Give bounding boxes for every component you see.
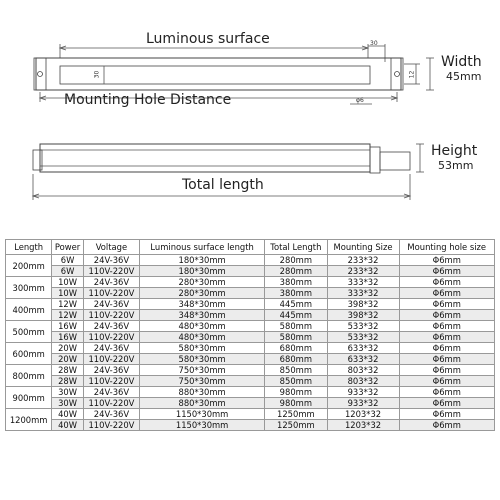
cell-mounting-size: 333*32 (327, 277, 399, 288)
cell-hole-size: Φ6mm (399, 343, 495, 354)
table-row (6, 310, 495, 321)
table-row (6, 255, 495, 266)
cell-length: 200mm (6, 255, 52, 277)
cell-total-length: 280mm (265, 266, 327, 277)
cell-length: 400mm (6, 299, 52, 321)
header-luminous-surface-length: Luminous surface length (140, 240, 265, 255)
cell-luminous-surface: 180*30mm (140, 266, 265, 277)
cell-voltage: 24V-36V (83, 255, 139, 266)
cell-total-length: 980mm (265, 387, 327, 398)
cell-power: 20W (52, 343, 84, 354)
cell-total-length: 680mm (265, 354, 327, 365)
cell-power: 10W (52, 288, 84, 299)
cell-total-length: 280mm (265, 255, 327, 266)
cell-power: 40W (52, 409, 84, 420)
cell-length: 800mm (6, 365, 52, 387)
luminous-surface-label: Luminous surface (146, 31, 270, 47)
table-row (6, 299, 495, 310)
cell-length: 900mm (6, 387, 52, 409)
cell-voltage: 24V-36V (83, 277, 139, 288)
cell-power: 30W (52, 387, 84, 398)
cell-mounting-size: 1203*32 (327, 420, 399, 431)
cell-luminous-surface: 580*30mm (140, 354, 265, 365)
table-row (6, 398, 495, 409)
cell-total-length: 850mm (265, 376, 327, 387)
cell-mounting-size: 533*32 (327, 321, 399, 332)
cell-luminous-surface: 348*30mm (140, 310, 265, 321)
table-row (6, 387, 495, 398)
cell-hole-size: Φ6mm (399, 420, 495, 431)
cell-power: 40W (52, 420, 84, 431)
cell-total-length: 380mm (265, 277, 327, 288)
cell-luminous-surface: 1150*30mm (140, 420, 265, 431)
dim-30-top: 30 (370, 40, 378, 47)
cell-hole-size: Φ6mm (399, 299, 495, 310)
cell-hole-size: Φ6mm (399, 277, 495, 288)
cell-hole-size: Φ6mm (399, 255, 495, 266)
cell-mounting-size: 633*32 (327, 343, 399, 354)
cell-mounting-size: 803*32 (327, 376, 399, 387)
cell-total-length: 980mm (265, 398, 327, 409)
cell-length: 300mm (6, 277, 52, 299)
cell-total-length: 680mm (265, 343, 327, 354)
cell-total-length: 380mm (265, 288, 327, 299)
cell-hole-size: Φ6mm (399, 398, 495, 409)
cell-luminous-surface: 180*30mm (140, 255, 265, 266)
cell-voltage: 24V-36V (83, 343, 139, 354)
cell-mounting-size: 333*32 (327, 288, 399, 299)
cell-power: 6W (52, 255, 84, 266)
cell-total-length: 580mm (265, 332, 327, 343)
cell-luminous-surface: 480*30mm (140, 321, 265, 332)
cell-total-length: 1250mm (265, 409, 327, 420)
cell-mounting-size: 803*32 (327, 365, 399, 376)
cell-hole-size: Φ6mm (399, 266, 495, 277)
cell-hole-size: Φ6mm (399, 409, 495, 420)
cell-mounting-size: 933*32 (327, 387, 399, 398)
cell-voltage: 110V-220V (83, 398, 139, 409)
cell-power: 12W (52, 310, 84, 321)
header-mounting-hole-size: Mounting hole size (399, 240, 495, 255)
cell-hole-size: Φ6mm (399, 365, 495, 376)
header-voltage: Voltage (83, 240, 139, 255)
cell-hole-size: Φ6mm (399, 387, 495, 398)
cell-luminous-surface: 280*30mm (140, 288, 265, 299)
cell-hole-size: Φ6mm (399, 376, 495, 387)
cell-luminous-surface: 580*30mm (140, 343, 265, 354)
table-row (6, 266, 495, 277)
header-length: Length (6, 240, 52, 255)
table-row (6, 376, 495, 387)
cell-luminous-surface: 480*30mm (140, 332, 265, 343)
cell-power: 16W (52, 321, 84, 332)
header-power: Power (52, 240, 84, 255)
cell-voltage: 110V-220V (83, 288, 139, 299)
cell-voltage: 110V-220V (83, 420, 139, 431)
table-row (6, 343, 495, 354)
cell-length: 600mm (6, 343, 52, 365)
dim-phi6: φ6 (356, 97, 364, 104)
cell-mounting-size: 633*32 (327, 354, 399, 365)
cell-voltage: 110V-220V (83, 376, 139, 387)
header-total-length: Total Length (265, 240, 327, 255)
width-value: 45mm (446, 70, 482, 83)
table-row (6, 365, 495, 376)
table-row (6, 321, 495, 332)
total-length-label: Total length (182, 177, 264, 193)
table-row (6, 332, 495, 343)
table-row (6, 277, 495, 288)
header-mounting-size: Mounting Size (327, 240, 399, 255)
cell-power: 12W (52, 299, 84, 310)
cell-mounting-size: 533*32 (327, 332, 399, 343)
cell-power: 16W (52, 332, 84, 343)
cell-hole-size: Φ6mm (399, 321, 495, 332)
cell-luminous-surface: 750*30mm (140, 365, 265, 376)
table-row (6, 354, 495, 365)
height-label: Height (431, 143, 478, 159)
cell-total-length: 1250mm (265, 420, 327, 431)
cell-hole-size: Φ6mm (399, 332, 495, 343)
cell-hole-size: Φ6mm (399, 288, 495, 299)
cell-mounting-size: 398*32 (327, 299, 399, 310)
cell-luminous-surface: 880*30mm (140, 387, 265, 398)
cell-power: 28W (52, 365, 84, 376)
cell-total-length: 580mm (265, 321, 327, 332)
mounting-hole-distance-label: Mounting Hole Distance (64, 92, 232, 108)
cell-total-length: 445mm (265, 299, 327, 310)
spec-table (5, 239, 495, 431)
cell-power: 28W (52, 376, 84, 387)
cell-luminous-surface: 880*30mm (140, 398, 265, 409)
cell-voltage: 110V-220V (83, 310, 139, 321)
cell-mounting-size: 1203*32 (327, 409, 399, 420)
cell-luminous-surface: 750*30mm (140, 376, 265, 387)
cell-power: 30W (52, 398, 84, 409)
cell-voltage: 24V-36V (83, 365, 139, 376)
cell-mounting-size: 233*32 (327, 266, 399, 277)
cell-hole-size: Φ6mm (399, 310, 495, 321)
cell-voltage: 24V-36V (83, 409, 139, 420)
cell-voltage: 110V-220V (83, 354, 139, 365)
table-row (6, 409, 495, 420)
cell-power: 6W (52, 266, 84, 277)
cell-mounting-size: 398*32 (327, 310, 399, 321)
cell-voltage: 110V-220V (83, 332, 139, 343)
cell-voltage: 24V-36V (83, 321, 139, 332)
width-label: Width (441, 54, 482, 70)
dim-30-side: 30 (93, 70, 101, 79)
cell-luminous-surface: 1150*30mm (140, 409, 265, 420)
table-row (6, 420, 495, 431)
height-value: 53mm (438, 159, 474, 172)
cell-mounting-size: 233*32 (327, 255, 399, 266)
cell-total-length: 850mm (265, 365, 327, 376)
cell-voltage: 110V-220V (83, 266, 139, 277)
cell-length: 1200mm (6, 409, 52, 431)
table-row (6, 288, 495, 299)
cell-luminous-surface: 348*30mm (140, 299, 265, 310)
cell-voltage: 24V-36V (83, 387, 139, 398)
dim-12: 12 (408, 70, 416, 79)
table-header-row (6, 240, 495, 255)
cell-power: 20W (52, 354, 84, 365)
cell-total-length: 445mm (265, 310, 327, 321)
cell-power: 10W (52, 277, 84, 288)
cell-length: 500mm (6, 321, 52, 343)
cell-luminous-surface: 280*30mm (140, 277, 265, 288)
cell-mounting-size: 933*32 (327, 398, 399, 409)
cell-hole-size: Φ6mm (399, 354, 495, 365)
cell-voltage: 24V-36V (83, 299, 139, 310)
